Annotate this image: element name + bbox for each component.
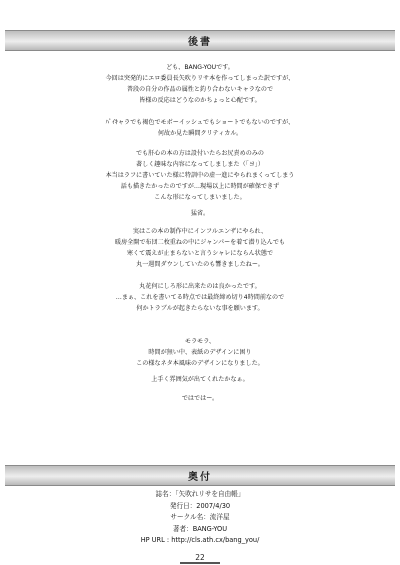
paragraph-line: 暖房全開で布団二枚重ねの中にジャンパーを着て潜り込んでも — [114, 239, 286, 246]
afterword-paragraph — [0, 117, 400, 139]
paragraph-line: モラモラ、 — [185, 338, 215, 345]
colophon-line: 誌名：「矢吹れリサを自由帳」 — [155, 490, 245, 498]
afterword-paragraph — [0, 226, 400, 270]
paragraph-line: 時間が無い中、表紙のデザインに困り — [148, 349, 252, 356]
paragraph-line: こんな形になってしまいました。 — [154, 194, 246, 201]
colophon-line: 発行日：2007/4/30 — [169, 501, 231, 510]
paragraph-line: この様なネタ本風味のデザインになりました。 — [136, 360, 264, 367]
paragraph-line: 寒くて震えが止まらないと言うシャレにならん状態で — [126, 250, 274, 257]
paragraph-line: ども、BANG-YOUです。 — [166, 64, 234, 71]
afterword-title: 後書 — [188, 37, 212, 48]
colophon-heading-box — [5, 465, 395, 486]
paragraph-line: ﾊﾟｲｷャラでも褐色でモボーイッシュでもショートでもないのですが、 — [105, 119, 295, 126]
afterword-paragraph — [0, 148, 400, 203]
colophon-line: HP URL : http://cls.ath.cx/bang_you/ — [140, 536, 260, 544]
afterword-heading-box — [5, 30, 395, 51]
paragraph-line: 丸一週間ダウンしていたのも響きましたねー。 — [136, 261, 264, 268]
afterword-paragraph — [0, 62, 400, 106]
paragraph-line: 猛省。 — [190, 210, 210, 217]
paragraph-line: ではではー。 — [181, 395, 219, 402]
colophon-line: サークル名：流洋屋 — [170, 513, 230, 521]
paragraph-line: 話も描きたかったのですが…現場以上に時間が確保できず — [120, 183, 280, 190]
paragraph-line: 何かトラブルが起きたらないな事を願います。 — [136, 305, 264, 312]
page-number: 22 — [195, 553, 205, 562]
colophon-line: 著者：BANG-YOU — [172, 524, 228, 533]
paragraph-line: 何故か見た瞬間クリティカル。 — [157, 130, 243, 137]
afterword-paragraph — [0, 393, 400, 404]
paragraph-line: …まぁ、これを書いてる時点では最終締め切り4時間前なので — [115, 294, 285, 301]
paragraph-line: 本当はラフに書いていた様に特訓中の虚一進にやられまくってしまう — [105, 172, 295, 179]
colophon-block — [0, 489, 400, 547]
afterword-paragraph — [0, 208, 400, 219]
paragraph-line: 実はこの本の制作中にインフルエンザにやられ、 — [132, 228, 268, 235]
paragraph-line: 今回は突発的にエロ委員長矢吹りリサ本を作ってしまった訳ですが、 — [105, 75, 295, 82]
paragraph-line: 著しく趣味な内容になってしましまた（「ヨ」） — [136, 161, 264, 168]
paragraph-line: 丸花何にしろ形に出来たのは良かったです。 — [139, 283, 261, 290]
paragraph-line: 上手く雰囲気が出てくれたかなぁ。 — [151, 376, 249, 383]
afterword-paragraph — [0, 281, 400, 314]
paragraph-line: 普段の自分の作品の属性と釣り合わないキャラなので — [126, 86, 274, 93]
paragraph-line: 皆様の反応はどうなのかちょっと心配です。 — [139, 97, 261, 104]
paragraph-line: でも肝心の本の方は設付いたらお尻責めのみの — [136, 150, 264, 157]
afterword-paragraph — [0, 336, 400, 369]
colophon-title: 奥付 — [188, 472, 212, 483]
afterword-paragraph — [0, 374, 400, 385]
page-number-underline — [180, 562, 220, 564]
